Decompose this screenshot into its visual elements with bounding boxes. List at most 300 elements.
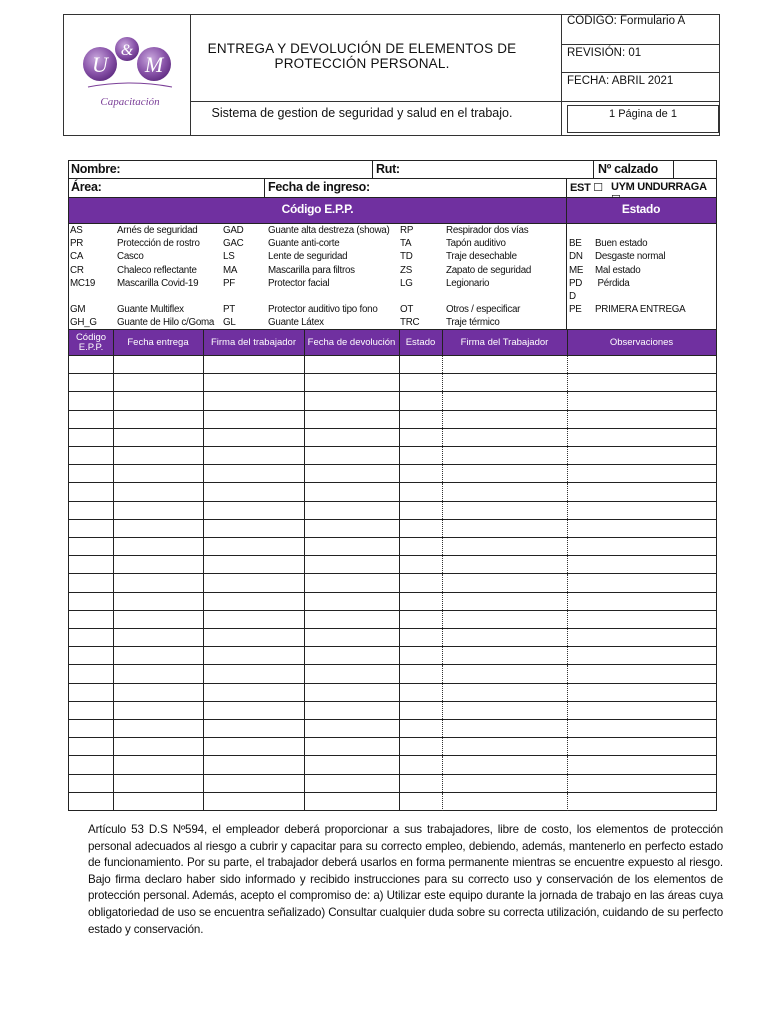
svg-text:&: & [120, 42, 134, 59]
table-cell[interactable] [113, 629, 203, 646]
estado-title: Estado [621, 202, 661, 216]
table-cell[interactable] [399, 756, 442, 773]
table-cell[interactable] [442, 593, 567, 610]
table-cell[interactable] [567, 793, 716, 811]
table-cell[interactable] [304, 520, 399, 537]
table-row [69, 629, 716, 647]
header-divider [561, 15, 562, 135]
table-row [69, 647, 716, 665]
table-cell[interactable] [113, 411, 203, 428]
table-cell[interactable] [304, 756, 399, 773]
table-cell[interactable] [399, 538, 442, 555]
table-cell[interactable] [442, 611, 567, 628]
code-abbrev: RP [400, 225, 414, 236]
table-row [69, 684, 716, 702]
table-cell[interactable] [442, 720, 567, 737]
table-row [69, 502, 716, 520]
table-cell[interactable] [567, 356, 716, 373]
table-cell[interactable] [304, 411, 399, 428]
header-divider [190, 101, 720, 102]
table-cell[interactable] [113, 392, 203, 409]
cell-divider [566, 224, 567, 329]
codigo-label: CODIGO: Formulario A [567, 15, 686, 27]
code-abbrev: TA [400, 238, 412, 250]
table-cell[interactable] [399, 483, 442, 500]
code-abbrev: PR [70, 238, 84, 250]
table-cell[interactable] [442, 520, 567, 537]
table-row [69, 775, 716, 793]
table-cell[interactable] [113, 702, 203, 719]
table-cell[interactable] [69, 775, 113, 792]
table-cell[interactable] [113, 756, 203, 773]
code-description: Desgaste normal [595, 251, 666, 263]
table-row [69, 374, 716, 392]
table-cell[interactable] [442, 502, 567, 519]
table-cell[interactable] [442, 447, 567, 464]
table-cell[interactable] [567, 520, 716, 537]
code-abbrev: PD [569, 277, 583, 289]
table-cell[interactable] [399, 793, 442, 811]
table-cell[interactable] [69, 574, 113, 591]
code-description: Guante Multiflex [117, 304, 184, 316]
table-cell[interactable] [113, 647, 203, 664]
table-row [69, 520, 716, 538]
table-cell[interactable] [69, 593, 113, 610]
code-description: Protector auditivo tipo fono [268, 304, 378, 316]
rut-label: Rut: [376, 162, 400, 176]
code-abbrev: CR [70, 264, 84, 276]
table-cell[interactable] [203, 720, 304, 737]
table-cell[interactable] [442, 574, 567, 591]
table-cell[interactable] [567, 502, 716, 519]
table-cell[interactable] [203, 465, 304, 482]
codes-legend [68, 224, 717, 330]
table-cell[interactable] [567, 392, 716, 409]
table-cell[interactable] [442, 429, 567, 446]
table-cell[interactable] [399, 665, 442, 682]
cell-divider [113, 330, 114, 355]
code-abbrev: PT [223, 304, 236, 316]
code-abbrev: ME [569, 264, 584, 276]
code-description: Otros / especificar [446, 304, 521, 316]
table-cell[interactable] [69, 392, 113, 409]
table-row [69, 356, 716, 374]
code-description: Buen estado [595, 238, 648, 250]
code-description: Arnés de seguridad [117, 225, 198, 236]
table-cell[interactable] [113, 793, 203, 811]
header-divider [561, 72, 720, 73]
table-cell[interactable] [203, 392, 304, 409]
table-cell[interactable] [304, 684, 399, 701]
document-header [63, 14, 720, 136]
table-cell[interactable] [113, 465, 203, 482]
table-cell[interactable] [304, 483, 399, 500]
table-cell[interactable] [304, 665, 399, 682]
table-cell[interactable] [113, 356, 203, 373]
code-abbrev: TD [400, 251, 413, 263]
table-cell[interactable] [203, 411, 304, 428]
table-cell[interactable] [399, 775, 442, 792]
code-abbrev: PE [569, 304, 582, 316]
table-cell[interactable] [69, 756, 113, 773]
table-cell[interactable] [567, 447, 716, 464]
table-cell[interactable] [113, 775, 203, 792]
table-cell[interactable] [399, 392, 442, 409]
fecha-ingreso-label: Fecha de ingreso: [268, 180, 370, 194]
table-cell[interactable] [399, 611, 442, 628]
table-cell[interactable] [69, 356, 113, 373]
table-row [69, 392, 716, 410]
table-cell[interactable] [69, 483, 113, 500]
table-cell[interactable] [113, 483, 203, 500]
table-cell[interactable] [69, 738, 113, 755]
table-cell[interactable] [442, 411, 567, 428]
revision-label: REVISIÓN: 01 [567, 47, 642, 59]
calzado-label: Nº calzado [598, 162, 658, 176]
table-cell[interactable] [399, 593, 442, 610]
code-abbrev: D [569, 291, 576, 302]
table-cell[interactable] [567, 483, 716, 500]
table-cell[interactable] [442, 556, 567, 573]
table-cell[interactable] [304, 429, 399, 446]
table-cell[interactable] [69, 611, 113, 628]
table-cell[interactable] [442, 538, 567, 555]
table-cell[interactable] [304, 556, 399, 573]
table-cell[interactable] [442, 483, 567, 500]
table-cell[interactable] [304, 720, 399, 737]
table-cell[interactable] [69, 720, 113, 737]
table-row [69, 447, 716, 465]
table-cell[interactable] [399, 556, 442, 573]
document-title: ENTREGA Y DEVOLUCIÓN DE ELEMENTOS DE PROTECCIÓN PERSONAL. [207, 41, 517, 71]
code-description: Mal estado [595, 264, 641, 276]
table-cell[interactable] [442, 356, 567, 373]
code-description: Tapón auditivo [446, 238, 506, 250]
column-header: Código E.P.P. [75, 332, 107, 353]
code-description: Traje térmico [446, 317, 500, 329]
table-cell[interactable] [113, 738, 203, 755]
column-header: Observaciones [609, 337, 674, 348]
code-abbrev: GAD [223, 225, 244, 236]
code-description: Legionario [446, 277, 490, 289]
table-cell[interactable] [399, 647, 442, 664]
table-cell[interactable] [113, 502, 203, 519]
table-cell[interactable] [113, 429, 203, 446]
table-cell[interactable] [567, 465, 716, 482]
table-cell[interactable] [399, 720, 442, 737]
table-cell[interactable] [203, 574, 304, 591]
table-row [69, 793, 716, 811]
table-row [69, 556, 716, 574]
table-cell[interactable] [567, 593, 716, 610]
svg-text:M: M [144, 52, 164, 77]
table-row [69, 593, 716, 611]
code-abbrev: GH_G [70, 317, 97, 329]
table-cell[interactable] [69, 502, 113, 519]
table-cell[interactable] [203, 538, 304, 555]
code-abbrev: OT [400, 304, 414, 316]
table-cell[interactable] [203, 374, 304, 391]
column-header: Estado [405, 337, 436, 348]
code-description: Guante alta destreza (showa) [268, 225, 390, 236]
area-row [68, 179, 717, 198]
table-cell[interactable] [567, 429, 716, 446]
header-divider [561, 44, 720, 45]
table-row [69, 411, 716, 429]
table-row [69, 429, 716, 447]
table-cell[interactable] [203, 756, 304, 773]
table-cell[interactable] [567, 411, 716, 428]
table-row [69, 665, 716, 683]
table-cell[interactable] [113, 611, 203, 628]
svg-text:Capacitación: Capacitación [100, 96, 160, 108]
table-cell[interactable] [113, 520, 203, 537]
code-description: Guante anti-corte [268, 238, 340, 250]
table-cell[interactable] [399, 429, 442, 446]
table-cell[interactable] [399, 502, 442, 519]
table-cell[interactable] [567, 629, 716, 646]
table-cell[interactable] [304, 702, 399, 719]
table-cell[interactable] [203, 684, 304, 701]
table-cell[interactable] [69, 520, 113, 537]
company-logo [80, 31, 180, 113]
table-cell[interactable] [69, 411, 113, 428]
code-abbrev: CA [70, 251, 84, 263]
table-cell[interactable] [304, 538, 399, 555]
table-cell[interactable] [203, 556, 304, 573]
table-cell[interactable] [567, 556, 716, 573]
table-cell[interactable] [567, 574, 716, 591]
table-row [69, 702, 716, 720]
code-abbrev: TRC [400, 317, 420, 329]
table-cell[interactable] [567, 647, 716, 664]
table-cell[interactable] [203, 429, 304, 446]
table-row [69, 483, 716, 501]
code-abbrev: DN [569, 251, 583, 263]
table-cell[interactable] [203, 483, 304, 500]
table-cell[interactable] [399, 574, 442, 591]
code-description: Zapato de seguridad [446, 264, 532, 276]
table-cell[interactable] [399, 447, 442, 464]
nombre-label: Nombre: [71, 162, 121, 176]
table-row [69, 756, 716, 774]
table-cell[interactable] [567, 684, 716, 701]
table-cell[interactable] [304, 593, 399, 610]
table-cell[interactable] [304, 356, 399, 373]
table-header [68, 330, 717, 356]
cell-divider [673, 161, 674, 178]
table-cell[interactable] [69, 665, 113, 682]
document-subtitle: Sistema de gestion de seguridad y salud en el trabajo. [211, 106, 513, 120]
code-abbrev: MC19 [70, 277, 96, 289]
table-cell[interactable] [203, 593, 304, 610]
table-cell[interactable] [304, 374, 399, 391]
table-cell[interactable] [69, 684, 113, 701]
table-cell[interactable] [69, 702, 113, 719]
table-cell[interactable] [203, 447, 304, 464]
table-cell[interactable] [113, 556, 203, 573]
est-label: EST ☐ [570, 182, 603, 194]
table-cell[interactable] [69, 465, 113, 482]
code-abbrev: ZS [400, 264, 413, 276]
code-description: Protección de rostro [117, 238, 200, 250]
code-abbrev: BE [569, 238, 582, 250]
table-cell[interactable] [304, 574, 399, 591]
table-cell[interactable] [113, 447, 203, 464]
column-header: Firma del trabajador [210, 337, 296, 348]
table-cell[interactable] [113, 574, 203, 591]
table-cell[interactable] [113, 720, 203, 737]
cell-divider [399, 330, 400, 355]
table-cell[interactable] [113, 374, 203, 391]
table-cell[interactable] [304, 611, 399, 628]
table-cell[interactable] [399, 702, 442, 719]
table-cell[interactable] [69, 556, 113, 573]
codigo-epp-title: Código E.P.P. [281, 202, 354, 216]
table-cell[interactable] [442, 756, 567, 773]
table-cell[interactable] [203, 793, 304, 811]
table-cell[interactable] [203, 611, 304, 628]
table-cell[interactable] [399, 374, 442, 391]
code-description: Traje desechable [446, 251, 517, 263]
table-cell[interactable] [203, 629, 304, 646]
page-number: 1 Página de 1 [609, 108, 677, 120]
table-cell[interactable] [203, 647, 304, 664]
cell-divider [566, 179, 567, 197]
table-cell[interactable] [113, 684, 203, 701]
table-cell[interactable] [442, 684, 567, 701]
table-cell[interactable] [69, 629, 113, 646]
table-cell[interactable] [442, 465, 567, 482]
svg-text:U: U [92, 52, 108, 77]
table-cell[interactable] [442, 738, 567, 755]
table-row [69, 465, 716, 483]
table-cell[interactable] [203, 502, 304, 519]
code-abbrev: GL [223, 317, 236, 329]
table-cell[interactable] [399, 520, 442, 537]
code-description: Guante Látex [268, 317, 324, 329]
table-cell[interactable] [203, 702, 304, 719]
table-cell[interactable] [442, 665, 567, 682]
table-cell[interactable] [304, 793, 399, 811]
code-description: Mascarilla para filtros [268, 264, 355, 276]
table-cell[interactable] [442, 629, 567, 646]
code-description: Mascarilla Covid-19 [117, 277, 199, 289]
table-cell[interactable] [442, 647, 567, 664]
table-row [69, 720, 716, 738]
table-cell[interactable] [567, 374, 716, 391]
table-cell[interactable] [304, 629, 399, 646]
fecha-label: FECHA: ABRIL 2021 [567, 75, 674, 87]
table-cell[interactable] [304, 647, 399, 664]
table-cell[interactable] [304, 447, 399, 464]
table-cell[interactable] [567, 665, 716, 682]
cell-divider [264, 179, 265, 197]
table-cell[interactable] [203, 520, 304, 537]
table-cell[interactable] [442, 775, 567, 792]
code-abbrev: LS [223, 251, 235, 263]
table-cell[interactable] [304, 465, 399, 482]
table-cell[interactable] [113, 538, 203, 555]
cell-divider [567, 330, 568, 355]
legal-text: Artículo 53 D.S Nº594, el empleador deberá proporcionar a sus trabajadores, libre de costo, los elementos de protección personal adecuados al riesgo a cubrir y capacitar para su correcto empleo, debiendo, además, mantenerlo en perfecto estado de funcionamiento. Por su parte, el trabajador deberá usarlos en forma permanente mientras se encuentre expuesto al riesgo. Bajo firma declaro haber sido informado y recibido instrucciones para su correcto uso y conservación de los elementos de protección personal. Además, acepto el compromiso de: a) Utilizar este equipo durante la jornada de trabajo en las áreas cuya obligatoriedad de uso se encuentra señalizado) Consultar cualquier duda sobre su correcta utilización, cuidando de su perfecto estado y conservación. [88, 823, 723, 936]
table-cell[interactable] [69, 429, 113, 446]
table-cell[interactable] [567, 775, 716, 792]
table-cell[interactable] [69, 793, 113, 811]
code-description: Guante de Hilo c/Goma [117, 317, 215, 329]
table-cell[interactable] [442, 374, 567, 391]
code-description: Lente de seguridad [268, 251, 348, 263]
table-cell[interactable] [399, 684, 442, 701]
table-cell[interactable] [69, 647, 113, 664]
code-abbrev: GM [70, 304, 86, 316]
table-cell[interactable] [113, 593, 203, 610]
column-header: Fecha entrega [127, 337, 189, 348]
est-checkbox[interactable]: ☐ [593, 182, 603, 194]
table-cell[interactable] [399, 629, 442, 646]
code-abbrev: MA [223, 264, 238, 276]
page-number-box [567, 105, 719, 133]
table-row [69, 611, 716, 629]
code-description: Respirador dos vías [446, 225, 529, 236]
table-row [69, 738, 716, 756]
table-cell[interactable] [399, 411, 442, 428]
table-cell[interactable] [304, 738, 399, 755]
table-cell[interactable] [399, 738, 442, 755]
code-abbrev: LG [400, 277, 413, 289]
code-description: Chaleco reflectante [117, 264, 197, 276]
table-cell[interactable] [399, 356, 442, 373]
code-abbrev: AS [70, 225, 83, 236]
table-cell[interactable] [442, 793, 567, 811]
table-cell[interactable] [113, 665, 203, 682]
table-cell[interactable] [304, 502, 399, 519]
column-header: Fecha de devolución [307, 337, 396, 348]
table-cell[interactable] [203, 775, 304, 792]
nombre-row [68, 160, 717, 179]
table-cell[interactable] [203, 738, 304, 755]
table-cell[interactable] [69, 447, 113, 464]
table-cell[interactable] [69, 538, 113, 555]
table-cell[interactable] [567, 538, 716, 555]
table-row [69, 574, 716, 592]
table-cell[interactable] [567, 720, 716, 737]
table-cell[interactable] [399, 465, 442, 482]
table-cell[interactable] [304, 392, 399, 409]
table-cell[interactable] [442, 392, 567, 409]
cell-divider [593, 161, 594, 178]
cell-divider [304, 330, 305, 355]
table-cell[interactable] [203, 356, 304, 373]
table-cell[interactable] [567, 702, 716, 719]
table-cell[interactable] [567, 756, 716, 773]
area-label: Área: [71, 180, 102, 194]
table-cell[interactable] [567, 611, 716, 628]
cell-divider [442, 330, 443, 355]
table-cell[interactable] [69, 374, 113, 391]
table-cell[interactable] [442, 702, 567, 719]
table-cell[interactable] [203, 665, 304, 682]
table-body [68, 356, 717, 811]
cell-divider [372, 161, 373, 178]
uym-label: UYM UNDURRAGA [611, 181, 716, 206]
table-cell[interactable] [304, 775, 399, 792]
table-row [69, 538, 716, 556]
column-header: Firma del Trabajador [460, 337, 549, 348]
header-divider [190, 15, 191, 135]
table-cell[interactable] [567, 738, 716, 755]
code-abbrev: PF [223, 277, 236, 289]
